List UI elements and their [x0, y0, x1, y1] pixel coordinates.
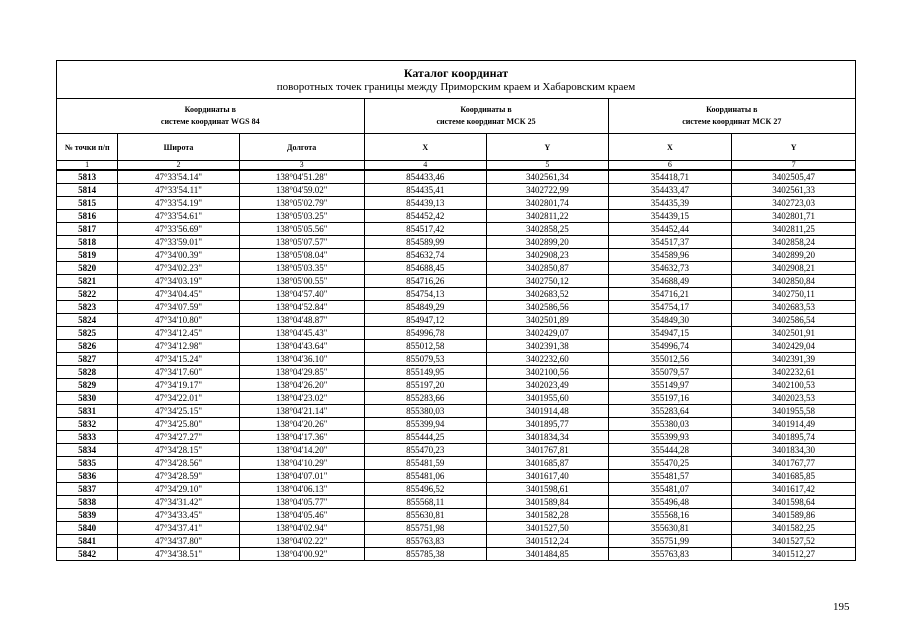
latitude-cell: 47°34'07.59"	[118, 301, 240, 314]
x-msk27-cell: 354439,15	[608, 210, 732, 223]
latitude-cell: 47°34'33.45"	[118, 509, 240, 522]
col-header-lat: Широта	[118, 134, 240, 161]
y-msk25-cell: 3402501,89	[487, 314, 609, 327]
point-number-cell: 5838	[57, 496, 118, 509]
table-row	[57, 184, 856, 197]
x-msk25-cell: 855283,66	[364, 392, 487, 405]
point-number-cell: 5823	[57, 301, 118, 314]
point-number-cell: 5822	[57, 288, 118, 301]
y-msk27-cell: 3401895,74	[732, 431, 856, 444]
table-body	[57, 170, 856, 561]
table-row	[57, 431, 856, 444]
latitude-cell: 47°34'22.01"	[118, 392, 240, 405]
table-row	[57, 236, 856, 249]
table-row	[57, 314, 856, 327]
latitude-cell: 47°34'37.41"	[118, 522, 240, 535]
col-header-lon: Долгота	[239, 134, 364, 161]
longitude-cell: 138°04'29.85"	[239, 366, 364, 379]
latitude-cell: 47°34'17.60"	[118, 366, 240, 379]
point-number-cell: 5842	[57, 548, 118, 561]
point-number-cell: 5815	[57, 197, 118, 210]
point-number-cell: 5839	[57, 509, 118, 522]
table-row	[57, 262, 856, 275]
longitude-cell: 138°05'08.04"	[239, 249, 364, 262]
y-msk27-cell: 3402908,21	[732, 262, 856, 275]
x-msk25-cell: 854716,26	[364, 275, 487, 288]
y-msk25-cell: 3401617,40	[487, 470, 609, 483]
coordinate-catalog-sheet	[56, 60, 856, 561]
latitude-cell: 47°34'00.39"	[118, 249, 240, 262]
point-number-cell: 5825	[57, 327, 118, 340]
longitude-cell: 138°04'57.40"	[239, 288, 364, 301]
point-number-cell: 5833	[57, 431, 118, 444]
table-row	[57, 288, 856, 301]
x-msk27-cell: 354947,15	[608, 327, 732, 340]
table-row	[57, 223, 856, 236]
point-number-cell: 5836	[57, 470, 118, 483]
longitude-cell: 138°04'23.02"	[239, 392, 364, 405]
latitude-cell: 47°34'38.51"	[118, 548, 240, 561]
longitude-cell: 138°04'45.43"	[239, 327, 364, 340]
point-number-cell: 5830	[57, 392, 118, 405]
point-number-cell: 5813	[57, 170, 118, 184]
table-row	[57, 509, 856, 522]
y-msk25-cell: 3402850,87	[487, 262, 609, 275]
point-number-cell: 5826	[57, 340, 118, 353]
y-msk27-cell: 3401834,30	[732, 444, 856, 457]
system-line2: системе координат МСК 25	[436, 117, 536, 126]
x-msk27-cell: 354589,96	[608, 249, 732, 262]
y-msk27-cell: 3402858,24	[732, 236, 856, 249]
x-msk27-cell: 354849,30	[608, 314, 732, 327]
y-msk25-cell: 3401834,34	[487, 431, 609, 444]
point-number-cell: 5840	[57, 522, 118, 535]
y-msk27-cell: 3402501,91	[732, 327, 856, 340]
y-msk25-cell: 3402858,25	[487, 223, 609, 236]
x-msk27-cell: 355197,16	[608, 392, 732, 405]
table-row	[57, 249, 856, 262]
col-header-y-msk27: Y	[732, 134, 856, 161]
latitude-cell: 47°34'12.45"	[118, 327, 240, 340]
y-msk25-cell: 3401484,85	[487, 548, 609, 561]
latitude-cell: 47°34'10.80"	[118, 314, 240, 327]
x-msk27-cell: 355079,57	[608, 366, 732, 379]
longitude-cell: 138°05'05.56"	[239, 223, 364, 236]
y-msk25-cell: 3401955,60	[487, 392, 609, 405]
table-row	[57, 548, 856, 561]
x-msk27-cell: 354435,39	[608, 197, 732, 210]
latitude-cell: 47°34'29.10"	[118, 483, 240, 496]
y-msk27-cell: 3401589,86	[732, 509, 856, 522]
x-msk25-cell: 855079,53	[364, 353, 487, 366]
table-row	[57, 418, 856, 431]
y-msk25-cell: 3402750,12	[487, 275, 609, 288]
x-msk27-cell: 355751,99	[608, 535, 732, 548]
longitude-cell: 138°05'00.55"	[239, 275, 364, 288]
latitude-cell: 47°33'54.14"	[118, 170, 240, 184]
x-msk27-cell: 354716,21	[608, 288, 732, 301]
system-line2: системе координат МСК 27	[682, 117, 782, 126]
y-msk27-cell: 3402429,04	[732, 340, 856, 353]
column-number-row	[57, 161, 856, 171]
y-msk27-cell: 3402899,20	[732, 249, 856, 262]
x-msk25-cell: 855751,98	[364, 522, 487, 535]
system-header-msk25	[364, 99, 608, 134]
latitude-cell: 47°34'25.15"	[118, 405, 240, 418]
table-row	[57, 210, 856, 223]
latitude-cell: 47°34'15.24"	[118, 353, 240, 366]
table-row	[57, 496, 856, 509]
latitude-cell: 47°33'54.11"	[118, 184, 240, 197]
system-line1: Координаты в	[460, 105, 512, 114]
y-msk25-cell: 3402811,22	[487, 210, 609, 223]
point-number-cell: 5816	[57, 210, 118, 223]
latitude-cell: 47°33'59.01"	[118, 236, 240, 249]
x-msk27-cell: 355568,16	[608, 509, 732, 522]
x-msk25-cell: 854439,13	[364, 197, 487, 210]
y-msk27-cell: 3402586,54	[732, 314, 856, 327]
y-msk25-cell: 3402391,38	[487, 340, 609, 353]
x-msk25-cell: 854947,12	[364, 314, 487, 327]
longitude-cell: 138°04'14.20"	[239, 444, 364, 457]
latitude-cell: 47°34'28.56"	[118, 457, 240, 470]
latitude-cell: 47°34'27.27"	[118, 431, 240, 444]
x-msk25-cell: 855763,83	[364, 535, 487, 548]
system-line2: системе координат WGS 84	[160, 117, 260, 126]
y-msk25-cell: 3401598,61	[487, 483, 609, 496]
table-title	[57, 61, 856, 99]
x-msk25-cell: 855496,52	[364, 483, 487, 496]
y-msk25-cell: 3402722,99	[487, 184, 609, 197]
table-row	[57, 197, 856, 210]
y-msk27-cell: 3402801,71	[732, 210, 856, 223]
y-msk25-cell: 3401527,50	[487, 522, 609, 535]
point-number-cell: 5831	[57, 405, 118, 418]
y-msk27-cell: 3401685,85	[732, 470, 856, 483]
coordinate-table	[56, 60, 856, 561]
longitude-cell: 138°05'02.79"	[239, 197, 364, 210]
point-number-cell: 5837	[57, 483, 118, 496]
table-row	[57, 327, 856, 340]
x-msk25-cell: 854589,99	[364, 236, 487, 249]
y-msk27-cell: 3402561,33	[732, 184, 856, 197]
col-number: 1	[57, 161, 118, 171]
x-msk25-cell: 855470,23	[364, 444, 487, 457]
y-msk27-cell: 3401767,77	[732, 457, 856, 470]
y-msk25-cell: 3401914,48	[487, 405, 609, 418]
x-msk25-cell: 855149,95	[364, 366, 487, 379]
col-number: 3	[239, 161, 364, 171]
y-msk25-cell: 3402899,20	[487, 236, 609, 249]
point-number-cell: 5835	[57, 457, 118, 470]
point-number-cell: 5820	[57, 262, 118, 275]
latitude-cell: 47°34'25.80"	[118, 418, 240, 431]
col-header-x-msk25: X	[364, 134, 487, 161]
y-msk25-cell: 3401685,87	[487, 457, 609, 470]
y-msk27-cell: 3401582,25	[732, 522, 856, 535]
y-msk27-cell: 3401598,64	[732, 496, 856, 509]
table-row	[57, 470, 856, 483]
longitude-cell: 138°04'05.77"	[239, 496, 364, 509]
y-msk27-cell: 3401955,58	[732, 405, 856, 418]
table-row	[57, 483, 856, 496]
y-msk27-cell: 3402505,47	[732, 170, 856, 184]
longitude-cell: 138°04'51.28"	[239, 170, 364, 184]
longitude-cell: 138°04'52.84"	[239, 301, 364, 314]
x-msk25-cell: 854996,78	[364, 327, 487, 340]
y-msk27-cell: 3402850,84	[732, 275, 856, 288]
latitude-cell: 47°33'54.19"	[118, 197, 240, 210]
x-msk27-cell: 355149,97	[608, 379, 732, 392]
longitude-cell: 138°04'21.14"	[239, 405, 364, 418]
x-msk27-cell: 354632,73	[608, 262, 732, 275]
longitude-cell: 138°04'07.01"	[239, 470, 364, 483]
x-msk27-cell: 355283,64	[608, 405, 732, 418]
x-msk25-cell: 854754,13	[364, 288, 487, 301]
title-subtitle: поворотных точек границы между Приморским краем и Хабаровским краем	[276, 80, 636, 93]
column-header-row	[57, 134, 856, 161]
x-msk25-cell: 855012,58	[364, 340, 487, 353]
y-msk25-cell: 3401582,28	[487, 509, 609, 522]
x-msk25-cell: 855380,03	[364, 405, 487, 418]
table-row	[57, 301, 856, 314]
x-msk27-cell: 354452,44	[608, 223, 732, 236]
point-number-cell: 5832	[57, 418, 118, 431]
x-msk25-cell: 854688,45	[364, 262, 487, 275]
longitude-cell: 138°04'43.64"	[239, 340, 364, 353]
x-msk25-cell: 855630,81	[364, 509, 487, 522]
y-msk25-cell: 3402429,07	[487, 327, 609, 340]
point-number-cell: 5818	[57, 236, 118, 249]
col-number: 6	[608, 161, 732, 171]
table-row	[57, 340, 856, 353]
y-msk25-cell: 3402586,56	[487, 301, 609, 314]
y-msk25-cell: 3402023,49	[487, 379, 609, 392]
latitude-cell: 47°34'19.17"	[118, 379, 240, 392]
col-header-point-label: № точки п/п	[64, 142, 110, 152]
y-msk25-cell: 3402232,60	[487, 353, 609, 366]
table-row	[57, 379, 856, 392]
y-msk27-cell: 3402683,53	[732, 301, 856, 314]
x-msk25-cell: 855568,11	[364, 496, 487, 509]
latitude-cell: 47°33'56.69"	[118, 223, 240, 236]
x-msk25-cell: 855444,25	[364, 431, 487, 444]
table-row	[57, 366, 856, 379]
x-msk25-cell: 854452,42	[364, 210, 487, 223]
x-msk25-cell: 855399,94	[364, 418, 487, 431]
x-msk25-cell: 855785,38	[364, 548, 487, 561]
y-msk25-cell: 3402100,56	[487, 366, 609, 379]
col-number: 2	[118, 161, 240, 171]
x-msk27-cell: 354418,71	[608, 170, 732, 184]
x-msk27-cell: 354517,37	[608, 236, 732, 249]
x-msk27-cell: 355399,93	[608, 431, 732, 444]
col-header-y-msk25: Y	[487, 134, 609, 161]
system-header-wgs84	[57, 99, 365, 134]
system-header-row	[57, 99, 856, 134]
x-msk27-cell: 355444,28	[608, 444, 732, 457]
point-number-cell: 5827	[57, 353, 118, 366]
longitude-cell: 138°04'59.02"	[239, 184, 364, 197]
table-row	[57, 392, 856, 405]
longitude-cell: 138°05'07.57"	[239, 236, 364, 249]
y-msk25-cell: 3401895,77	[487, 418, 609, 431]
longitude-cell: 138°04'17.36"	[239, 431, 364, 444]
col-header-x-msk27: X	[608, 134, 732, 161]
x-msk25-cell: 854517,42	[364, 223, 487, 236]
y-msk25-cell: 3401512,24	[487, 535, 609, 548]
x-msk27-cell: 355481,57	[608, 470, 732, 483]
system-line1: Координаты в	[706, 105, 758, 114]
y-msk27-cell: 3401617,42	[732, 483, 856, 496]
longitude-cell: 138°04'26.20"	[239, 379, 364, 392]
x-msk27-cell: 355470,25	[608, 457, 732, 470]
x-msk27-cell: 354433,47	[608, 184, 732, 197]
longitude-cell: 138°04'00.92"	[239, 548, 364, 561]
y-msk25-cell: 3402908,23	[487, 249, 609, 262]
point-number-cell: 5817	[57, 223, 118, 236]
point-number-cell: 5821	[57, 275, 118, 288]
latitude-cell: 47°34'28.15"	[118, 444, 240, 457]
title-main: Каталог координат	[403, 65, 509, 80]
y-msk25-cell: 3402683,52	[487, 288, 609, 301]
longitude-cell: 138°04'06.13"	[239, 483, 364, 496]
y-msk25-cell: 3402561,34	[487, 170, 609, 184]
x-msk25-cell: 855481,59	[364, 457, 487, 470]
latitude-cell: 47°34'12.98"	[118, 340, 240, 353]
y-msk27-cell: 3402750,11	[732, 288, 856, 301]
y-msk27-cell: 3402391,39	[732, 353, 856, 366]
y-msk27-cell: 3402723,03	[732, 197, 856, 210]
latitude-cell: 47°34'37.80"	[118, 535, 240, 548]
table-row	[57, 457, 856, 470]
longitude-cell: 138°04'36.10"	[239, 353, 364, 366]
x-msk25-cell: 854632,74	[364, 249, 487, 262]
x-msk25-cell: 854849,29	[364, 301, 487, 314]
y-msk27-cell: 3402811,25	[732, 223, 856, 236]
x-msk27-cell: 355630,81	[608, 522, 732, 535]
table-row	[57, 522, 856, 535]
point-number-cell: 5834	[57, 444, 118, 457]
point-number-cell: 5828	[57, 366, 118, 379]
x-msk27-cell: 355481,07	[608, 483, 732, 496]
x-msk27-cell: 354754,17	[608, 301, 732, 314]
point-number-cell: 5824	[57, 314, 118, 327]
col-number: 7	[732, 161, 856, 171]
table-row	[57, 170, 856, 184]
y-msk27-cell: 3401914,49	[732, 418, 856, 431]
point-number-cell: 5819	[57, 249, 118, 262]
table-row	[57, 535, 856, 548]
point-number-cell: 5814	[57, 184, 118, 197]
longitude-cell: 138°04'05.46"	[239, 509, 364, 522]
y-msk27-cell: 3402100,53	[732, 379, 856, 392]
y-msk27-cell: 3401512,27	[732, 548, 856, 561]
latitude-cell: 47°34'03.19"	[118, 275, 240, 288]
latitude-cell: 47°34'04.45"	[118, 288, 240, 301]
x-msk25-cell: 854433,46	[364, 170, 487, 184]
longitude-cell: 138°04'10.29"	[239, 457, 364, 470]
longitude-cell: 138°05'03.35"	[239, 262, 364, 275]
longitude-cell: 138°04'02.22"	[239, 535, 364, 548]
table-row	[57, 275, 856, 288]
longitude-cell: 138°04'48.87"	[239, 314, 364, 327]
point-number-cell: 5829	[57, 379, 118, 392]
table-row	[57, 405, 856, 418]
col-number: 5	[487, 161, 609, 171]
y-msk27-cell: 3402023,53	[732, 392, 856, 405]
y-msk27-cell: 3401527,52	[732, 535, 856, 548]
y-msk25-cell: 3402801,74	[487, 197, 609, 210]
x-msk25-cell: 855197,20	[364, 379, 487, 392]
latitude-cell: 47°34'28.59"	[118, 470, 240, 483]
point-number-cell: 5841	[57, 535, 118, 548]
table-row	[57, 353, 856, 366]
col-number: 4	[364, 161, 487, 171]
longitude-cell: 138°04'20.26"	[239, 418, 364, 431]
x-msk25-cell: 854435,41	[364, 184, 487, 197]
latitude-cell: 47°33'54.61"	[118, 210, 240, 223]
latitude-cell: 47°34'31.42"	[118, 496, 240, 509]
page-number: 195	[833, 601, 850, 613]
latitude-cell: 47°34'02.23"	[118, 262, 240, 275]
longitude-cell: 138°05'03.25"	[239, 210, 364, 223]
system-line1: Координаты в	[184, 105, 236, 114]
y-msk27-cell: 3402232,61	[732, 366, 856, 379]
x-msk27-cell: 354996,74	[608, 340, 732, 353]
x-msk25-cell: 855481,06	[364, 470, 487, 483]
title-row	[57, 61, 856, 99]
x-msk27-cell: 355380,03	[608, 418, 732, 431]
x-msk27-cell: 354688,49	[608, 275, 732, 288]
col-header-point	[57, 134, 118, 161]
x-msk27-cell: 355763,83	[608, 548, 732, 561]
table-row	[57, 444, 856, 457]
x-msk27-cell: 355496,48	[608, 496, 732, 509]
longitude-cell: 138°04'02.94"	[239, 522, 364, 535]
x-msk27-cell: 355012,56	[608, 353, 732, 366]
system-header-msk27	[608, 99, 855, 134]
y-msk25-cell: 3401589,84	[487, 496, 609, 509]
y-msk25-cell: 3401767,81	[487, 444, 609, 457]
